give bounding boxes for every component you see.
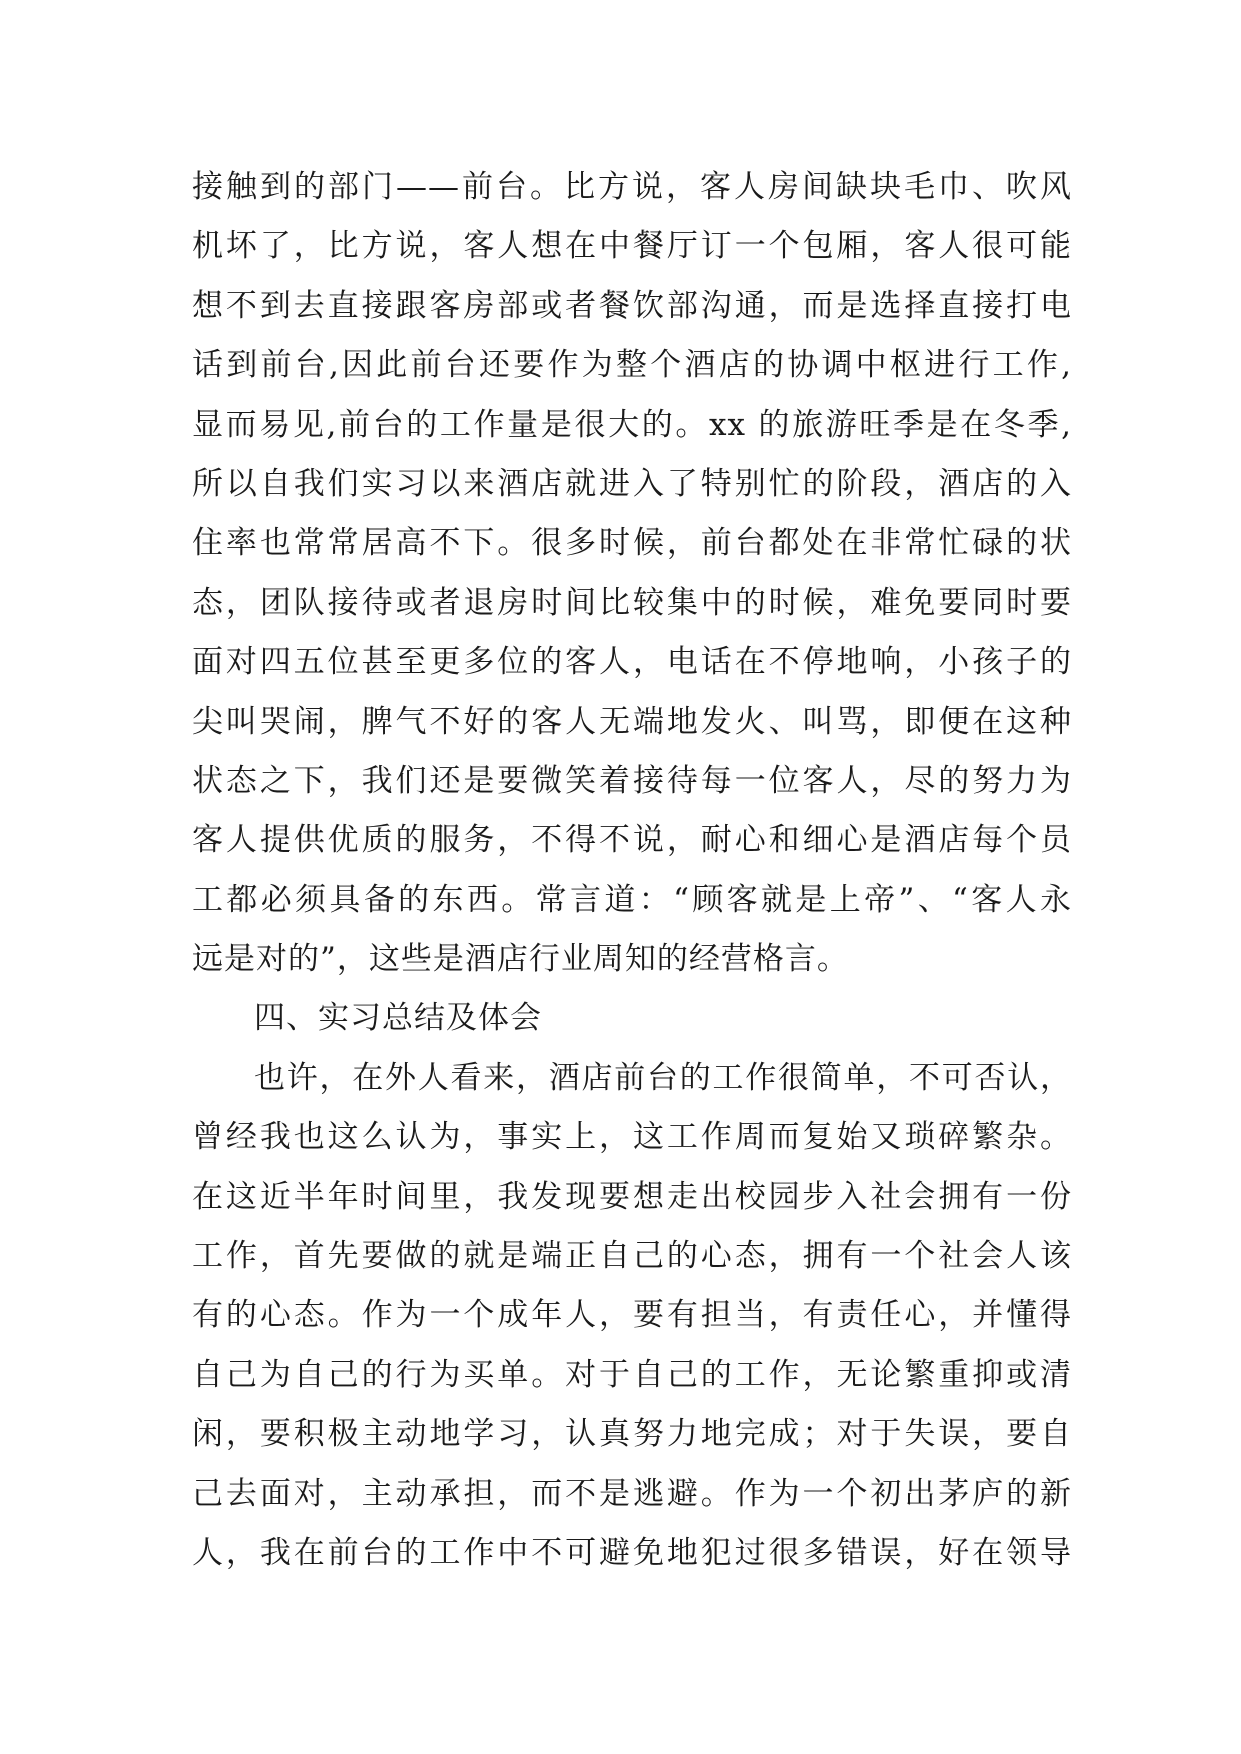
text-line: 面对四五位甚至更多位的客人，电话在不停地响，小孩子的: [192, 644, 1072, 681]
text-line: 态，团队接待或者退房时间比较集中的时候，难免要同时要: [192, 584, 1072, 621]
text-line: 话到前台,因此前台还要作为整个酒店的协调中枢进行工作,: [192, 347, 1072, 384]
text-line: 住率也常常居高不下。很多时候，前台都处在非常忙碌的状: [192, 525, 1072, 562]
text-line: 客人提供优质的服务，不得不说，耐心和细心是酒店每个员: [192, 822, 1072, 859]
text-line: 工都必须具备的东西。常言道：“顾客就是上帝”、“客人永: [192, 881, 1072, 918]
text-line: 人，我在前台的工作中不可避免地犯过很多错误，好在领导: [192, 1534, 1072, 1571]
section-heading: 四、实习总结及体会: [254, 1000, 542, 1037]
text-line: 尖叫哭闹，脾气不好的客人无端地发火、叫骂，即便在这种: [192, 703, 1072, 740]
text-line: 机坏了，比方说，客人想在中餐厅订一个包厢，客人很可能: [192, 228, 1072, 265]
text-line: 也许，在外人看来，酒店前台的工作很简单，不可否认，: [254, 1059, 1072, 1096]
text-line: 曾经我也这么认为，事实上，这工作周而复始又琐碎繁杂。: [192, 1119, 1072, 1156]
text-line: 接触到的部门——前台。比方说，客人房间缺块毛巾、吹风: [192, 169, 1072, 205]
text-line: 己去面对，主动承担，而不是逃避。作为一个初出茅庐的新: [192, 1475, 1072, 1512]
text-line: 自己为自己的行为买单。对于自己的工作，无论繁重抑或清: [192, 1356, 1072, 1393]
text-line: 闲，要积极主动地学习，认真努力地完成；对于失误，要自: [192, 1416, 1072, 1453]
body-text: [192, 158, 1072, 1583]
text-line: 远是对的”，这些是酒店行业周知的经营格言。: [192, 941, 849, 978]
text-line: 所以自我们实习以来酒店就进入了特别忙的阶段，酒店的入: [192, 465, 1072, 502]
text-line: 显而易见,前台的工作量是很大的。xx 的旅游旺季是在冬季,: [192, 406, 1072, 443]
text-line: 想不到去直接跟客房部或者餐饮部沟通，而是选择直接打电: [192, 287, 1072, 324]
text-line: 工作，首先要做的就是端正自己的心态，拥有一个社会人该: [192, 1238, 1072, 1275]
text-line: 状态之下，我们还是要微笑着接待每一位客人，尽的努力为: [192, 762, 1072, 799]
text-line: 有的心态。作为一个成年人，要有担当，有责任心，并懂得: [192, 1297, 1072, 1334]
text-line: 在这近半年时间里，我发现要想走出校园步入社会拥有一份: [192, 1178, 1072, 1215]
